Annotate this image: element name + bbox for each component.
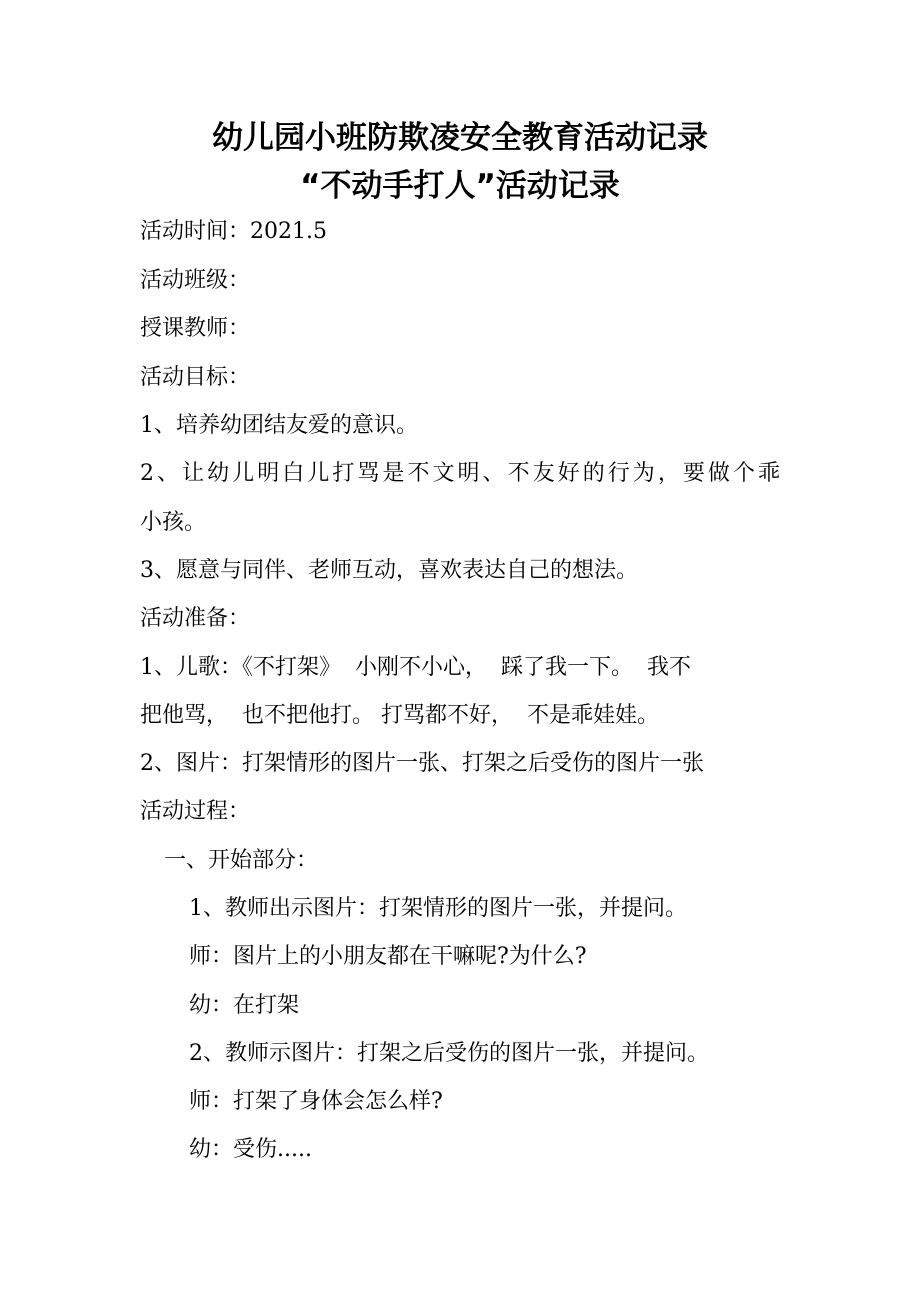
dialog-1-child: 幼：在打架 <box>189 993 300 1018</box>
prep-heading: 活动准备： <box>140 606 251 631</box>
goal-2-line2: 小孩。 <box>140 510 207 535</box>
step-2: 2、教师示图片：打架之后受伤的图片一张，并提问。 <box>189 1041 709 1066</box>
goals-heading: 活动目标： <box>140 365 251 390</box>
prep-1-line1: 1、儿歌：《不打架》 小刚不小心， 踩了我一下。 我不 <box>140 655 691 680</box>
process-heading: 活动过程： <box>140 799 251 824</box>
goal-3: 3、愿意与同伴、老师互动，喜欢表达自己的想法。 <box>140 558 638 583</box>
dialog-2-teacher: 师：打架了身体会怎么样? <box>189 1089 443 1114</box>
dialog-1-teacher: 师：图片上的小朋友都在干嘛呢?为什么? <box>189 944 587 969</box>
section-1-heading: 一、开始部分： <box>164 848 319 873</box>
document-subtitle: “不动手打人”活动记录 <box>300 168 620 204</box>
activity-class: 活动班级： <box>140 268 251 293</box>
goal-1: 1、培养幼团结友爱的意识。 <box>140 413 418 438</box>
teacher-label: 授课教师： <box>140 316 251 341</box>
prep-2: 2、图片：打架情形的图片一张、打架之后受伤的图片一张 <box>140 751 704 776</box>
step-1: 1、教师出示图片：打架情形的图片一张，并提问。 <box>189 896 687 921</box>
activity-time: 活动时间：2021.5 <box>140 219 327 244</box>
dialog-2-child: 幼：受伤..... <box>189 1137 312 1162</box>
document-title: 幼儿园小班防欺凌安全教育活动记录 <box>212 120 708 156</box>
prep-1-line2: 把他骂， 也不把他打。 打骂都不好， 不是乖娃娃。 <box>140 703 659 728</box>
goal-2-line1: 2、让幼儿明白儿打骂是不文明、不友好的行为，要做个乖 <box>140 461 780 486</box>
